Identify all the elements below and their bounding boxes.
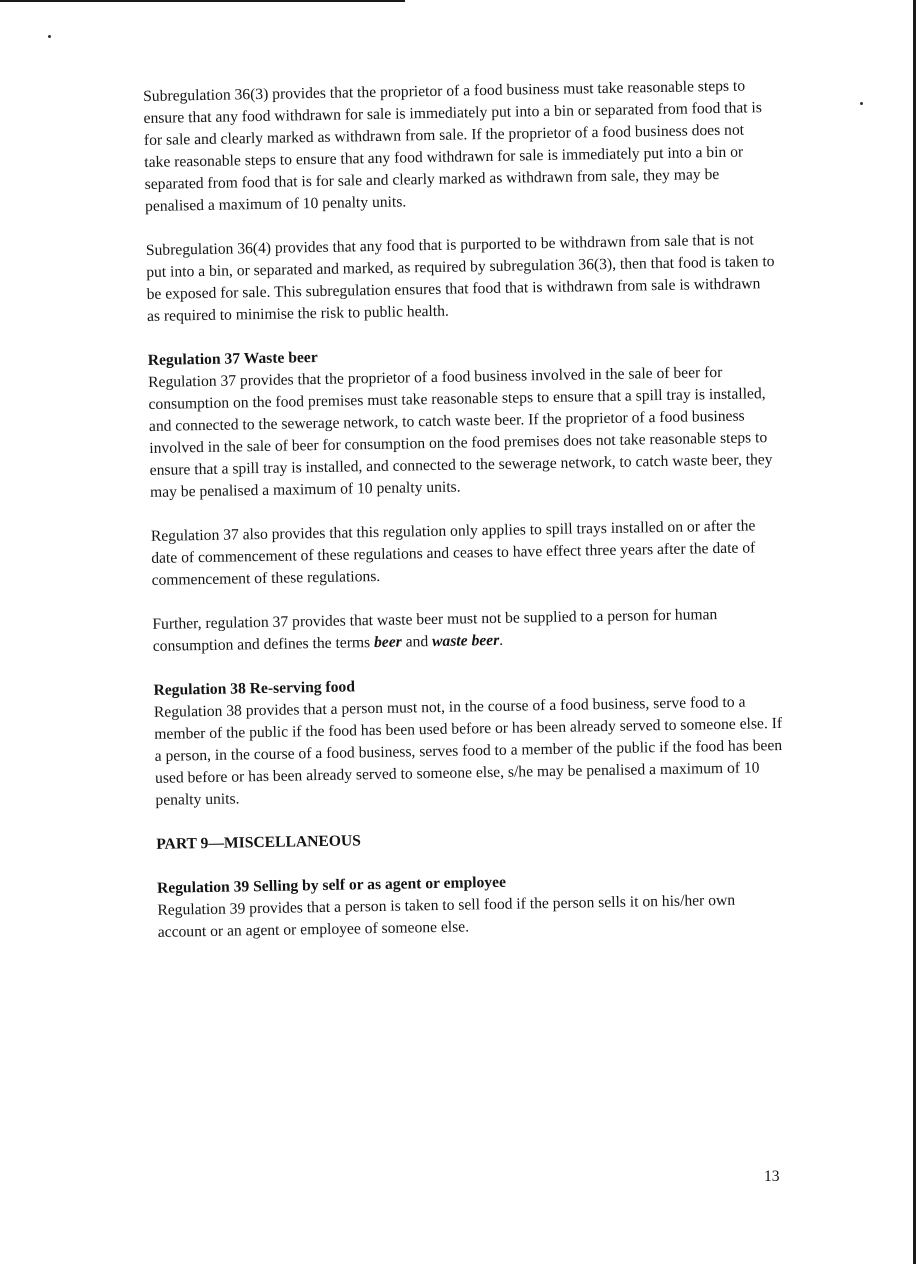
paragraph-reg-37-main: Regulation 37 provides that the proprietor of a food business involved in the sale of beer for consumption on the food premises must take reasonable steps to ensure that a spill tray is installed, and connected to the sewerage network, to catch waste beer. If the proprietor of a food business involved in the sale of beer for consumption on the food premises does not take reasonable steps to ensure that a spill tray is installed, and connected to the sewerage network, to catch waste beer, they may be penalised a maximum of 10 penalty units. bbox=[148, 363, 773, 501]
paragraph-subreg-36-3: Subregulation 36(3) provides that the proprietor of a food business must take reasonable steps to ensure that any food withdrawn for sale is immediately put into a bin or separated from food that is for sale and clearly marked as withdrawn from sale. If the proprietor of a food business does not take reasonable steps to ensure that any food withdrawn for sale is immediately put into a bin or separated from food that is for sale and clearly marked as withdrawn from sale, they may be penalised a maximum of 10 penalty units. bbox=[143, 77, 763, 215]
definitions-text: Further, regulation 37 provides that waste beer must not be supplied to a person for human consumption and defines the terms bbox=[152, 606, 718, 655]
heading-regulation-39: Regulation 39 Selling by self or as agent or employee bbox=[156, 873, 507, 897]
heading-regulation-37: Regulation 37 Waste beer bbox=[147, 348, 318, 369]
heading-part-9: PART 9—MISCELLANEOUS bbox=[156, 832, 362, 853]
sentence-end: . bbox=[499, 631, 504, 649]
paragraph-reg-38: Regulation 38 provides that a person must not, in the course of a food business, serve food to a member of the public if the food has been used before or has been already served to someone else. If a person, in the course of a food business, serves food to a member of the public if the food has been used before or has been already served to someone else, s/he may be penalised a maximum of 10 penalty units. bbox=[153, 693, 783, 809]
page-number: 13 bbox=[764, 1168, 780, 1185]
term-beer: beer bbox=[373, 633, 402, 652]
term-waste-beer: waste beer bbox=[431, 631, 500, 651]
conjunction: and bbox=[401, 633, 433, 651]
paragraph-reg-37-applicability: Regulation 37 also provides that this regulation only applies to spill trays installed on or after the date of commencement of these regulations and ceases to have effect three years after the date of commencement of these regulations. bbox=[150, 517, 756, 589]
document-body bbox=[143, 75, 788, 966]
scan-speck bbox=[48, 35, 51, 38]
paragraph-reg-37-definitions bbox=[152, 603, 783, 658]
scan-edge-top bbox=[0, 0, 405, 2]
scan-speck bbox=[860, 102, 863, 105]
paragraph-subreg-36-4: Subregulation 36(4) provides that any food that is purported to be withdrawn from sale that is not put into a bin, or separated and marked, as required by subregulation 36(3), then that food is taken to be exposed for sale. This subregulation ensures that food that is withdrawn from sale is withdrawn as required to minimise the risk to public health. bbox=[145, 231, 775, 325]
paragraph-reg-39: Regulation 39 provides that a person is taken to sell food if the person sells it on his/her own account or an agent or employee of someone else. bbox=[157, 891, 736, 941]
heading-regulation-38: Regulation 38 Re-serving food bbox=[153, 678, 356, 699]
